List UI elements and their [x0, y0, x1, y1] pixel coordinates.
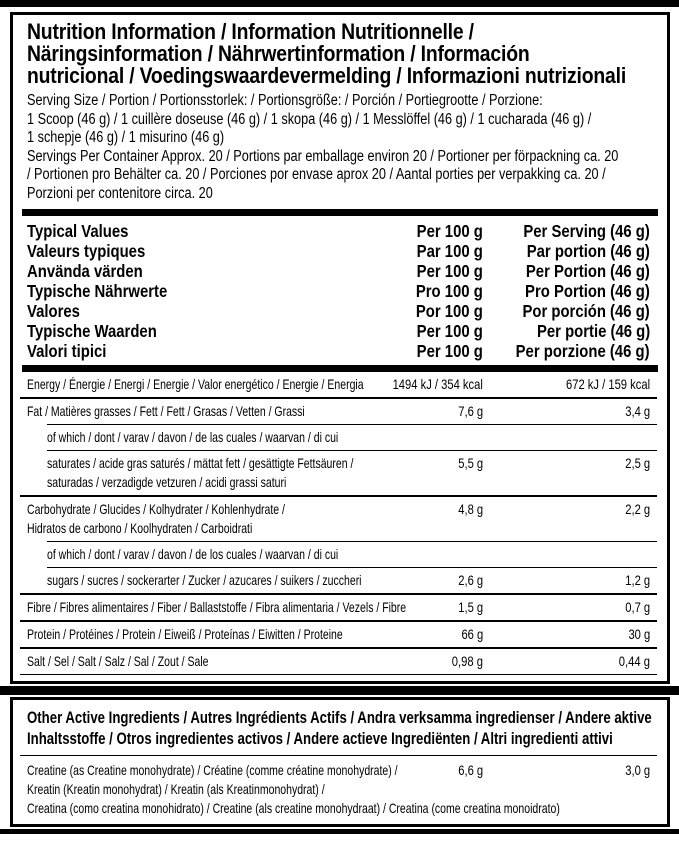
- typical-values-row: [13, 321, 667, 341]
- bottom-edge-bar: [0, 829, 679, 834]
- typical-values-row: [13, 261, 667, 281]
- typical-values-label: Använda värden: [27, 261, 143, 281]
- serving-size-text: [27, 92, 667, 148]
- per-100g-value: 6,6 g: [458, 762, 483, 778]
- servings-per-container-line: / Portionen pro Behälter ca. 20 / Porciones por envase aprox 20 / Aantal porties per verpakking ca. 20 /: [27, 166, 606, 183]
- other-ingredients-title-line: Other Active Ingredients / Autres Ingrédients Actifs / Andra verksamma ingredienser / Andere aktive: [27, 709, 652, 727]
- thick-divider: [22, 365, 658, 372]
- panel-title: [27, 21, 667, 87]
- nutrient-label: of which / dont / varav / davon / de los cuales / waarvan / di cui: [47, 546, 339, 562]
- top-edge-bar: [0, 0, 679, 7]
- nutrient-label: saturates / acide gras saturés / mättat fett / gesättigte Fettsäuren /: [47, 455, 354, 471]
- typical-values-row: [13, 301, 667, 321]
- per-100g-value: 5,5 g: [458, 455, 483, 471]
- typical-values-label: Typische Nährwerte: [27, 281, 168, 301]
- typical-values-label: Typical Values: [27, 221, 129, 241]
- per-serving-column-header: Per Portion (46 g): [526, 261, 650, 281]
- typical-values-row: [13, 241, 667, 261]
- nutrient-label: Fat / Matières grasses / Fett / Fett / Grasas / Vetten / Grassi: [27, 403, 305, 419]
- per-100g-value: 1494 kJ / 354 kcal: [392, 376, 483, 392]
- panel-title-line: Näringsinformation / Nährwertinformation / Información: [27, 41, 530, 66]
- row-divider: [20, 674, 657, 675]
- ingredient-row-creatine: [13, 756, 667, 824]
- nutrient-row-fibre: [13, 595, 667, 620]
- panel-title-line: nutricional / Voedingswaardevermelding / Informazioni nutrizionali: [27, 63, 627, 88]
- serving-size-line: Serving Size / Portion / Portionsstorlek: / Portionsgröße: / Porción / Portiegrootte / Porzione:: [27, 92, 543, 109]
- typical-values-row: [13, 341, 667, 361]
- nutrient-label: Energy / Énergie / Energi / Energie / Valor energético / Energie / Energia: [27, 376, 364, 392]
- serving-size-line: 1 schepje (46 g) / 1 misurino (46 g): [27, 129, 225, 146]
- other-ingredients-title: [13, 700, 667, 755]
- panel-header: [13, 15, 667, 209]
- nutrient-row-of-which: [13, 542, 667, 567]
- typical-values-label: Typische Waarden: [27, 321, 157, 341]
- per-serving-value: 3,0 g: [625, 762, 650, 778]
- panel-separator-bar: [0, 686, 679, 695]
- servings-per-container-line: Porzioni per contenitore circa. 20: [27, 184, 213, 202]
- nutrient-label: saturadas / verzadigde vetzuren / acidi grassi saturi: [47, 474, 287, 490]
- nutrient-label: Salt / Sel / Salt / Salz / Sal / Zout / Sale: [27, 653, 209, 669]
- nutrient-row-saturates: [13, 451, 667, 495]
- per-100g-value: 1,5 g: [458, 599, 483, 615]
- ingredient-label: Creatine (as Creatine monohydrate) / Créatine (comme créatine monohydrate) /: [27, 762, 398, 778]
- per-100g-column-header: Por 100 g: [416, 301, 483, 321]
- nutrient-label: Fibre / Fibres alimentaires / Fiber / Ballaststoffe / Fibra alimentaria / Vezels / Fibre: [27, 599, 407, 615]
- per-100g-column-header: Per 100 g: [416, 261, 483, 281]
- other-ingredients-title-line: Inhaltsstoffe / Otros ingredientes activos / Andere actieve Ingrediënten / Altri ingredienti attivi: [27, 730, 613, 748]
- per-100g-column-header: Per 100 g: [416, 221, 483, 241]
- per-serving-value: 2,2 g: [625, 501, 650, 517]
- other-active-ingredients-panel: [10, 697, 670, 827]
- per-100g-value: 2,6 g: [458, 572, 483, 588]
- per-serving-column-header: Por porción (46 g): [522, 301, 650, 321]
- nutrient-label: Carbohydrate / Glucides / Kolhydrater / Kohlenhydrate /: [27, 501, 285, 517]
- per-100g-value: 66 g: [461, 626, 483, 642]
- per-serving-value: 672 kJ / 159 kcal: [565, 376, 650, 392]
- per-serving-column-header: Per porzione (46 g): [516, 341, 650, 361]
- nutrient-row-fat: [13, 399, 667, 424]
- per-100g-column-header: Par 100 g: [416, 241, 483, 261]
- per-100g-column-header: Pro 100 g: [416, 281, 483, 301]
- nutrition-facts-panel: [10, 12, 670, 684]
- thick-divider: [22, 209, 658, 216]
- per-serving-value: 2,5 g: [625, 455, 650, 471]
- per-serving-column-header: Per portie (46 g): [536, 321, 650, 341]
- nutrient-row-energy: [13, 372, 667, 397]
- per-serving-column-header: Par portion (46 g): [526, 241, 650, 261]
- ingredient-label: Creatina (como creatina monohidrato) / Creatine (als creatine monohydraat) / Creatina (come creatina monoidrato): [27, 800, 560, 816]
- servings-per-container-text: [27, 148, 667, 204]
- per-serving-value: 1,2 g: [625, 572, 650, 588]
- per-100g-value: 0,98 g: [451, 653, 483, 669]
- per-serving-value: 30 g: [628, 626, 650, 642]
- typical-values-label: Valori tipici: [27, 341, 107, 361]
- nutrient-row-protein: [13, 622, 667, 647]
- nutrient-label: of which / dont / varav / davon / de las cuales / waarvan / di cui: [47, 429, 339, 445]
- per-100g-value: 4,8 g: [458, 501, 483, 517]
- nutrient-table: [13, 372, 667, 681]
- nutrient-label: Protein / Protéines / Protein / Eiweiß / Proteínas / Eiwitten / Proteine: [27, 626, 343, 642]
- nutrient-label: sugars / sucres / sockerarter / Zucker / azucares / suikers / zuccheri: [47, 572, 362, 588]
- ingredient-label: Kreatin (Kreatin monohydrat) / Kreatin (als Kreatinmonohydrat) /: [27, 781, 325, 797]
- panel-title-line: Nutrition Information / Information Nutritionnelle /: [27, 19, 474, 44]
- per-serving-value: 0,7 g: [625, 599, 650, 615]
- typical-values-label: Valores: [27, 301, 80, 321]
- per-serving-value: 0,44 g: [618, 653, 650, 669]
- typical-values-label: Valeurs typiques: [27, 241, 146, 261]
- typical-values-row: [13, 281, 667, 301]
- nutrient-row-carbohydrate: [13, 497, 667, 541]
- per-serving-value: 3,4 g: [625, 403, 650, 419]
- nutrient-row-salt: [13, 649, 667, 674]
- nutrient-label: Hidratos de carbono / Koolhydraten / Carboidrati: [27, 520, 253, 536]
- per-serving-column-header: Per Serving (46 g): [523, 221, 650, 241]
- typical-values-row: [13, 221, 667, 241]
- typical-values-header-table: [13, 216, 667, 365]
- servings-per-container-line: Servings Per Container Approx. 20 / Portions par emballage environ 20 / Portioner per förpackning ca. 20: [27, 147, 619, 165]
- per-100g-value: 7,6 g: [458, 403, 483, 419]
- per-100g-column-header: Per 100 g: [416, 321, 483, 341]
- serving-size-line: 1 Scoop (46 g) / 1 cuillère doseuse (46 g) / 1 skopa (46 g) / 1 Messlöffel (46 g) / 1 cucharada (46 g) /: [27, 110, 592, 128]
- per-serving-column-header: Pro Portion (46 g): [525, 281, 650, 301]
- nutrient-row-sugars: [13, 568, 667, 593]
- nutrient-row-of-which: [13, 425, 667, 450]
- per-100g-column-header: Per 100 g: [416, 341, 483, 361]
